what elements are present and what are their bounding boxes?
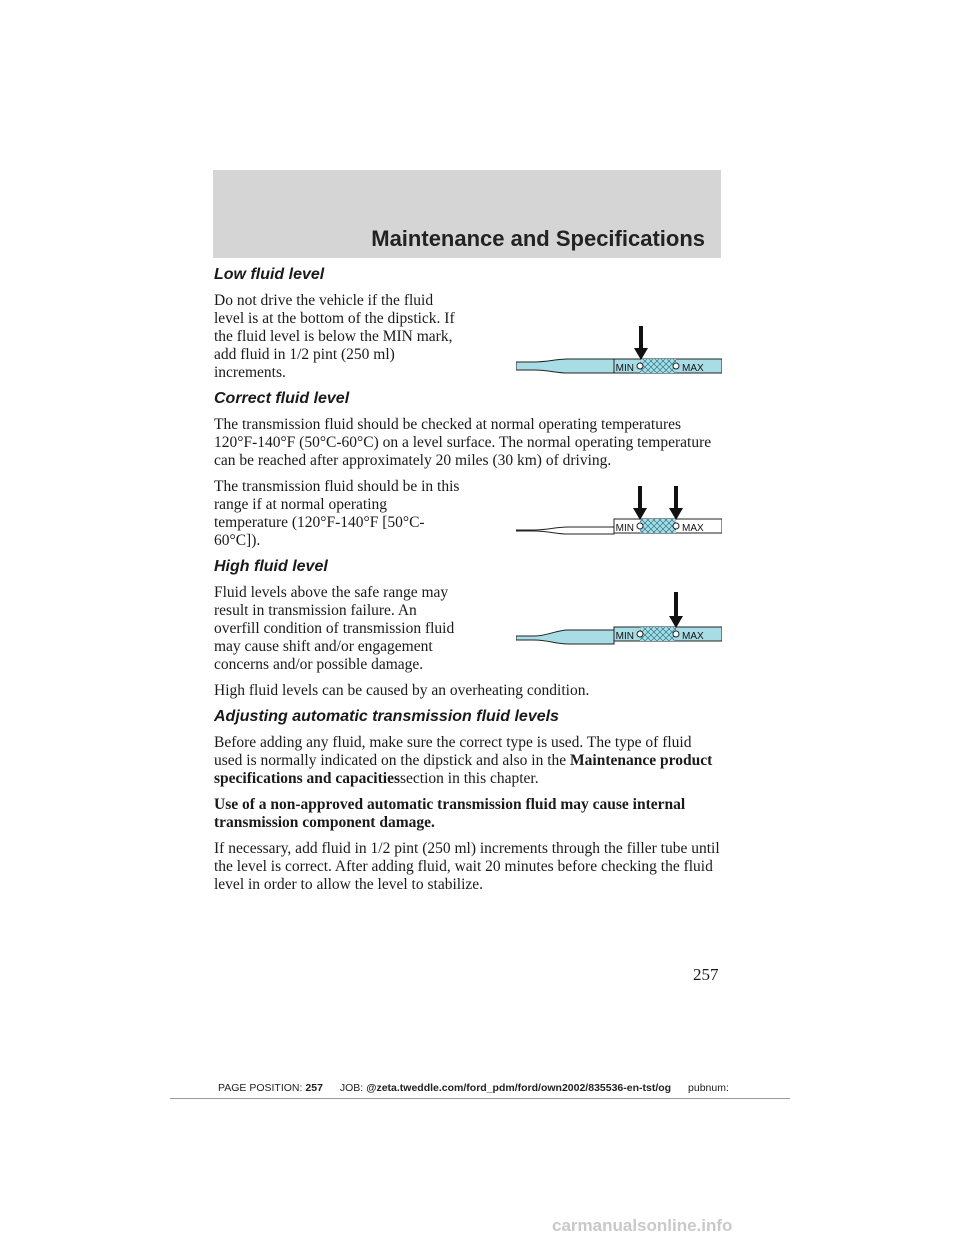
adding-fluid-text: If necessary, add fluid in 1/2 pint (250 ml) increments through the filler tube until the level is correct. After adding fluid, wait 20 minutes before checking the fluid level in order to allow the level to stabilize.	[214, 840, 720, 893]
heading-low-fluid: Low fluid level	[214, 266, 325, 283]
level-arrow-icon	[669, 592, 683, 628]
max-arrow-icon	[669, 486, 683, 520]
min-label: MIN	[615, 631, 634, 642]
dipstick-low-diagram	[516, 298, 722, 378]
high-fluid-cause-text: High fluid levels can be caused by an overheating condition.	[214, 682, 590, 699]
max-label: MAX	[682, 523, 704, 534]
high-fluid-text: Fluid levels above the safe range may result in transmission failure. An overfill condition of transmission fluid may cause shift and/or engagement concerns and/or possible damage.	[214, 584, 455, 673]
min-label: MIN	[615, 523, 634, 534]
specifications-reference: Maintenance product specifications and capacities	[214, 752, 713, 787]
adjusting-text-pre: Before adding any fluid, make sure the correct type is used. The type of fluid used is normally indicated on the dipstick and also in the	[214, 734, 692, 769]
max-label: MAX	[682, 631, 704, 642]
adjusting-fluid-text	[214, 734, 722, 788]
footer-position-label: PAGE POSITION:	[218, 1082, 303, 1094]
footer-job-label: JOB:	[339, 1082, 364, 1094]
low-fluid-block	[214, 292, 722, 390]
footer-divider	[170, 1098, 790, 1099]
fluid-warning-text: Use of a non-approved automatic transmission fluid may cause internal transmission component damage.	[214, 796, 686, 831]
heading-adjusting-fluid: Adjusting automatic transmission fluid levels	[214, 708, 559, 725]
correct-fluid-text: The transmission fluid should be checked at normal operating temperatures 120°F-140°F (50°C-60°C) on a level surface. The normal operating temperature can be reached after approximately 20 miles (30 km) of driving.	[214, 416, 712, 469]
print-footer	[218, 1082, 778, 1094]
low-fluid-text: Do not drive the vehicle if the fluid level is at the bottom of the dipstick. If the fluid level is below the MIN mark, add fluid in 1/2 pint (250 ml) increments.	[214, 292, 455, 381]
min-label: MIN	[615, 363, 634, 374]
max-label: MAX	[682, 363, 704, 374]
footer-job-value: @zeta.tweddle.com/ford_pdm/ford/own2002/835536-en-tst/og	[366, 1082, 672, 1094]
min-arrow-icon	[633, 486, 647, 520]
section-header	[213, 170, 721, 258]
heading-correct-fluid: Correct fluid level	[214, 390, 350, 407]
footer-position-value: 257	[305, 1082, 323, 1094]
dipstick-correct-diagram	[516, 484, 722, 546]
level-arrow-icon	[634, 326, 648, 360]
correct-fluid-range-text: The transmission fluid should be in this range if at normal operating temperature (120°F-140°F [50°C-60°C]).	[214, 478, 460, 549]
dipstick-high-diagram	[516, 590, 722, 654]
page-number: 257	[693, 965, 719, 984]
adjusting-text-post: section in this chapter.	[400, 770, 539, 787]
watermark: carmanualsonline.info	[552, 1216, 733, 1235]
footer-pubnum-label: pubnum:	[688, 1082, 729, 1094]
correct-fluid-block	[214, 478, 722, 558]
section-title: Maintenance and Specifications	[371, 226, 705, 251]
heading-high-fluid: High fluid level	[214, 558, 328, 575]
high-fluid-block	[214, 584, 722, 682]
page-content	[214, 266, 722, 902]
